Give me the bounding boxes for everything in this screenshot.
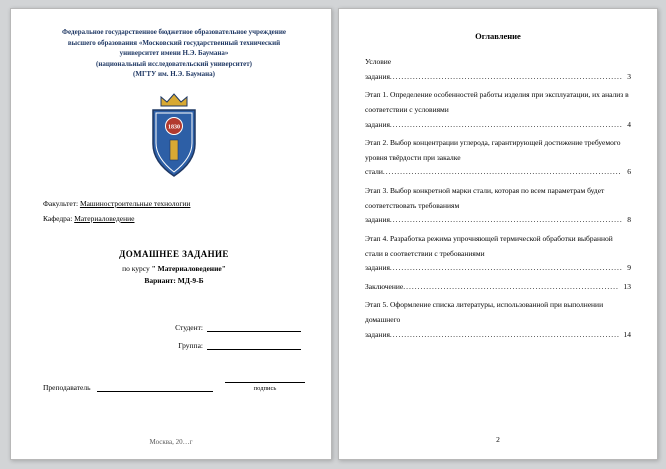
- group-label: Группа:: [178, 340, 203, 350]
- toc-entry-page-number: 6: [622, 165, 631, 180]
- signature-fill-in-line: [225, 374, 305, 383]
- emblem-year-label: 1830: [168, 124, 180, 130]
- toc-title: Оглавление: [475, 31, 521, 41]
- toc-entry[interactable]: [365, 280, 631, 295]
- toc-entry-text: Этап 3. Выбор конкретной марки стали, которая по всем параметрам будет соответствовать требованиям задания .....: [365, 186, 631, 224]
- course-line: [43, 264, 305, 273]
- toc-entry[interactable]: [365, 88, 631, 132]
- toc-entry[interactable]: [365, 232, 631, 276]
- university-emblem-icon: [145, 92, 203, 180]
- university-header: [43, 27, 305, 80]
- student-row: [151, 323, 301, 332]
- signature-column: [225, 374, 305, 392]
- university-header-line: (МГТУ им. Н.Э. Баумана): [133, 70, 215, 78]
- student-group-block: [151, 323, 301, 350]
- page-number: 2: [496, 435, 500, 444]
- university-header-line: высшего образования «Московский государственный технический: [67, 38, 281, 47]
- toc-entry-page-number: 3: [622, 70, 631, 85]
- student-fill-in-line: [207, 323, 301, 332]
- department-line: [43, 214, 305, 223]
- course-name: " Материаловедение": [151, 263, 226, 273]
- document-title: ДОМАШНЕЕ ЗАДАНИЕ: [119, 248, 229, 259]
- toc-entry-text: Этап 2. Выбор концентрации углерода, гарантирующей достижение требуемого уровня твёрдости при закалке стали .....: [365, 138, 631, 176]
- department-value: Материаловедение: [74, 213, 135, 223]
- title-page: [10, 8, 332, 460]
- toc-entry-text: Заключение .....: [365, 282, 631, 291]
- university-header-line: Федеральное государственное бюджетное образовательное учреждение: [62, 28, 286, 36]
- faculty-line: [43, 199, 305, 208]
- toc-entry-page-number: 8: [622, 213, 631, 228]
- toc-entry[interactable]: [365, 298, 631, 342]
- toc-entry[interactable]: [365, 55, 631, 84]
- faculty-department-block: [43, 199, 305, 223]
- university-emblem: [43, 92, 305, 185]
- university-header-line: (национальный исследовательский университет): [95, 59, 253, 68]
- faculty-label: Факультет:: [43, 198, 79, 208]
- toc-entry[interactable]: [365, 184, 631, 228]
- toc-entry[interactable]: [365, 136, 631, 180]
- toc-entry-page-number: 13: [619, 280, 632, 295]
- course-prefix: по курсу: [122, 263, 150, 273]
- student-label: Студент:: [175, 322, 203, 332]
- toc-entry-page-number: 9: [622, 261, 631, 276]
- toc-list: [365, 55, 631, 342]
- toc-entry-page-number: 14: [619, 328, 632, 343]
- variant-line: Вариант: МД-9-Б: [144, 275, 204, 285]
- signature-caption: подпись: [253, 384, 277, 392]
- toc-entry-text: Условие задания .....: [365, 57, 631, 81]
- university-header-line: университет имени Н.Э. Баумана»: [119, 49, 229, 57]
- department-label: Кафедра:: [43, 213, 73, 223]
- teacher-fill-in-line: [97, 383, 213, 392]
- toc-entry-text: Этап 5. Оформление списка литературы, использованной при выполнении домашнего задания .....: [365, 300, 631, 338]
- city-year-footer: Москва, 20…г: [149, 438, 193, 446]
- teacher-row: [43, 374, 305, 392]
- faculty-value: Машиностроительные технологии: [79, 198, 191, 208]
- toc-entry-text: Этап 1. Определение особенностей работы изделия при эксплуатации, их анализ в соответствии с условиями задания .....: [365, 90, 631, 128]
- toc-page: [338, 8, 658, 460]
- toc-entry-page-number: 4: [622, 118, 631, 133]
- group-fill-in-line: [207, 341, 301, 350]
- teacher-label: Преподаватель: [43, 382, 91, 392]
- group-row: [151, 341, 301, 350]
- toc-entry-text: Этап 4. Разработка режима упрочняющей термической обработки выбранной стали в соответствии с требованиями задания .....: [365, 234, 631, 272]
